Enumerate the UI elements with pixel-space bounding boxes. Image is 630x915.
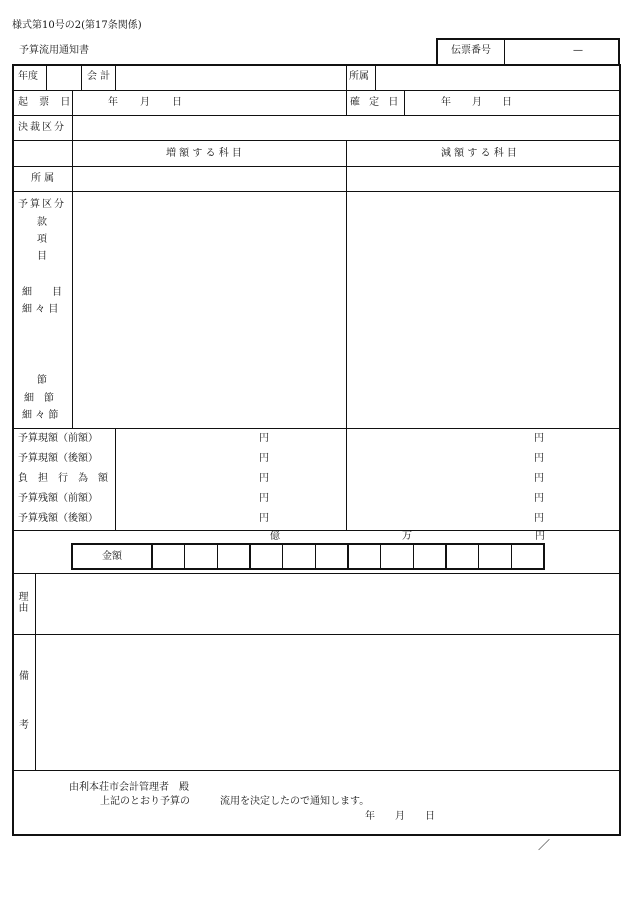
decision-category-label: 決裁区分 (18, 122, 66, 133)
decision-category-field[interactable] (74, 117, 619, 139)
confirm-date-label: 確 定 日 (350, 97, 402, 108)
yen-unit: 円 (259, 513, 269, 524)
department-label: 所 属 (31, 173, 55, 184)
account-label: 会 計 (87, 71, 111, 82)
draft-date-day: 日 (172, 97, 182, 108)
moku-label: 目 (37, 251, 47, 262)
confirm-date-month: 月 (472, 97, 482, 108)
confirm-date-day: 日 (502, 97, 512, 108)
decrease-items-header: 減 額 す る 科 目 (441, 148, 517, 159)
yen-unit: 円 (534, 473, 544, 484)
oku-unit: 億 (270, 531, 280, 542)
voucher-number-label: 伝票番号 (451, 45, 491, 56)
yen-unit: 円 (534, 453, 544, 464)
affiliation-label: 所属 (349, 71, 369, 82)
fiscal-year-label: 年度 (18, 71, 38, 82)
draft-date-year: 年 (108, 97, 118, 108)
amount-row-label: 予算現額（後額） (18, 453, 98, 464)
yen-unit: 円 (259, 453, 269, 464)
notification-message: 上記のとおり予算の 流用を決定したので通知します。 (100, 796, 370, 807)
draft-date-label: 起 票 日 (18, 97, 75, 108)
amount-box-label: 金額 (102, 551, 122, 562)
reason-field[interactable] (37, 575, 619, 633)
amount-row-label: 予算残額（後額） (18, 513, 98, 524)
addressee-line: 由利本荘市会計管理者 殿 (69, 782, 189, 793)
slash-mark: ／ (538, 838, 551, 852)
yen-unit: 円 (259, 433, 269, 444)
saisetsu-label: 細 節 (24, 393, 54, 404)
yen-unit: 円 (259, 493, 269, 504)
yen-unit: 円 (259, 473, 269, 484)
notification-date: 年 月 日 (365, 811, 435, 822)
document-title: 予算流用通知書 (19, 45, 89, 56)
amount-row-label: 予算現額（前額） (18, 433, 98, 444)
voucher-number-field[interactable]: — (573, 45, 583, 56)
kan-label: 款 (37, 217, 47, 228)
yen-unit: 円 (534, 513, 544, 524)
remarks-label-bottom: 考 (19, 720, 29, 731)
saisaisetsu-label: 細 々 節 (22, 410, 59, 421)
saisaimoku-label: 細 々 目 (22, 304, 59, 315)
draft-date-month: 月 (140, 97, 150, 108)
man-unit: 万 (402, 531, 412, 542)
account-field[interactable] (117, 66, 345, 89)
amount-row-label: 予算残額（前額） (18, 493, 98, 504)
budget-category-label: 予算区分 (18, 199, 66, 210)
affiliation-field[interactable] (377, 66, 619, 89)
increase-items-header: 増 額 す る 科 目 (166, 148, 242, 159)
remarks-field[interactable] (37, 636, 619, 769)
setsu-label: 節 (37, 375, 47, 386)
fiscal-year-field[interactable] (48, 66, 80, 89)
confirm-date-year: 年 (441, 97, 451, 108)
kou-label: 項 (37, 234, 47, 245)
saimoku-label: 細 目 (22, 287, 62, 298)
en-unit: 円 (535, 531, 545, 542)
yen-unit: 円 (534, 433, 544, 444)
amount-row-label: 負 担 行 為 額 (18, 473, 108, 484)
amount-digit-box (71, 543, 545, 570)
remarks-label-top: 備 (19, 671, 29, 682)
yen-unit: 円 (534, 493, 544, 504)
form-reference: 様式第10号の2(第17条関係) (12, 20, 142, 31)
reason-label: 理 由 (18, 592, 29, 614)
